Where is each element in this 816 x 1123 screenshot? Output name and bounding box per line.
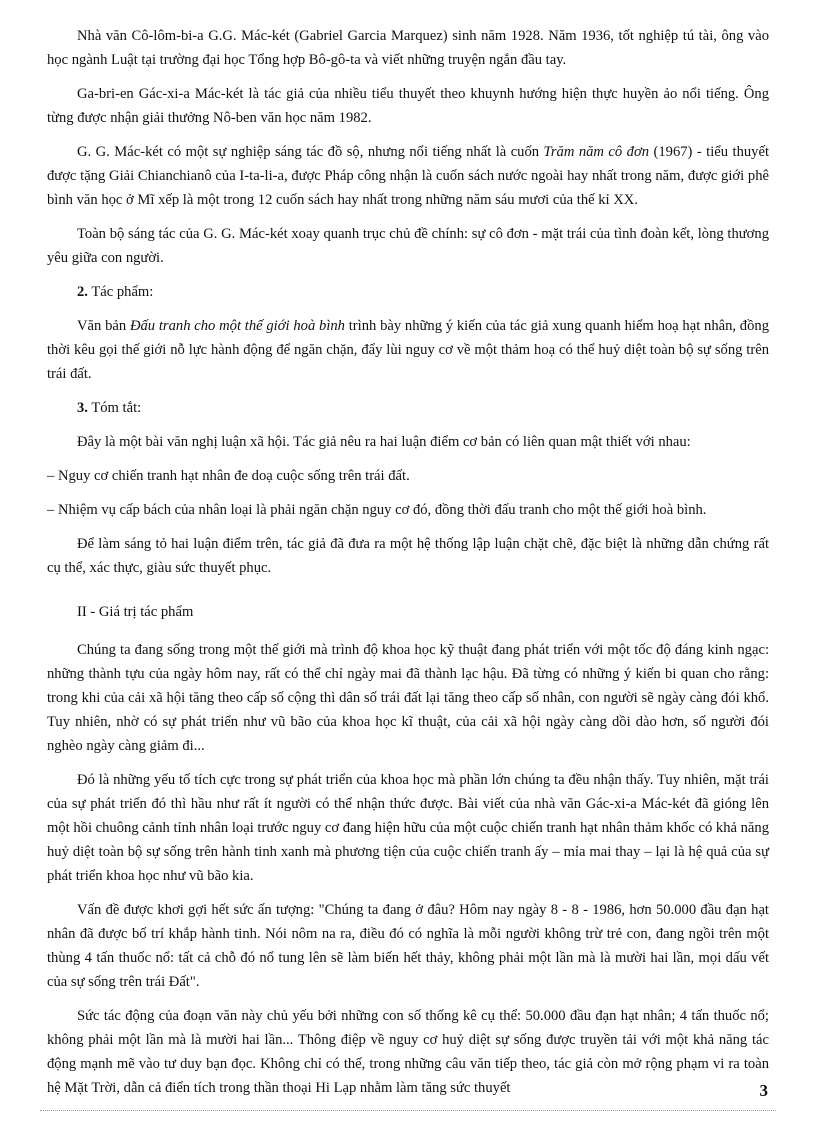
heading-tac-pham xyxy=(47,280,769,304)
paragraph-science-progress: Chúng ta đang sống trong một thế giới mà trình độ khoa học kỹ thuật đang phát triển với một tốc độ đáng kinh ngạc: những thành tựu của ngày hôm nay, rất có thể chỉ ngày mai đã thành lạc hậu. Đã từng có những ý kiến bi quan cho rằng: trong khi của cải xã hội tăng theo cấp số cộng thì dân số trái đất lại tăng theo cấp số nhân, con người sẽ ngày càng đói khổ. Tuy nhiên, nhờ có sự phát triển như vũ bão của khoa học kĩ thuật, của cải xã hội ngày càng dồi dào hơn, số người đói nghèo ngày càng giảm đi... xyxy=(47,642,769,754)
paragraph-author-style: Ga-bri-en Gác-xi-a Mác-két là tác giả của nhiều tiểu thuyết theo khuynh hướng hiện thực huyền ảo nổi tiếng. Ông từng được nhận giải thưởng Nô-ben văn học năm 1982. xyxy=(47,86,769,126)
section-heading-gia-tri: II - Giá trị tác phẩm xyxy=(77,604,194,620)
paragraph-author-bio: Nhà văn Cô-lôm-bi-a G.G. Mác-két (Gabriel Garcia Marquez) sinh năm 1928. Năm 1936, tốt nghiệp tú tài, ông vào học ngành Luật tại trường đại học Tổng hợp Bô-gô-ta và viết những truyện ngắn đầu tay. xyxy=(47,28,769,68)
paragraph-impact: Sức tác động của đoạn văn này chủ yếu bởi những con số thống kê cụ thể: 50.000 đầu đạn hạt nhân; 4 tấn thuốc nổ; không phải một lần mà là mười hai lần... Thông điệp về nguy cơ huỷ diệt sự sống được truyền tải với một khả năng tác động mạnh mẽ vào tư duy bạn đọc. Không chỉ có thế, trong những câu văn tiếp theo, tác giả còn mở rộng phạm vi ra toàn hệ Mặt Trời, dẫn cả điển tích trong thần thoại Hi Lạp nhằm làm tăng sức thuyết xyxy=(47,1008,769,1096)
heading-text-tom-tat: Tóm tắt: xyxy=(87,400,142,416)
heading-number-3: 3. xyxy=(77,400,88,416)
paragraph-dark-side: Đó là những yếu tố tích cực trong sự phát triển của khoa học mà phần lớn chúng ta đều nhận thấy. Tuy nhiên, mặt trái của sự phát triển đó thì hầu như rất ít người có thể nhận thức được. Bài viết của nhà văn Gác-xi-a Mác-két đã gióng lên một hồi chuông cảnh tỉnh nhân loại trước nguy cơ đang hiện hữu của một cuộc chiến tranh hạt nhân thảm khốc có khả năng huỷ diệt toàn bộ sự sống trên hành tinh xanh mà phương tiện của cuộc chiến tranh ấy – mỉa mai thay – lại là hệ quả của sự phát triển khoa học như vũ bão kia. xyxy=(47,772,769,884)
list-item-argument-1: – Nguy cơ chiến tranh hạt nhân đe doạ cuộc sống trên trái đất. xyxy=(47,468,410,484)
paragraph-work-text-a: Văn bản xyxy=(77,318,130,334)
paragraph-work-summary xyxy=(47,314,769,386)
heading-tom-tat xyxy=(47,396,769,420)
work-title: Đấu tranh cho một thế giới hoà bình xyxy=(129,318,345,334)
paragraph-career-text-b: (1967) - tiểu thuyết được tặng Giải Chianchianô của I-ta-li-a, được Pháp công nhận là cuốn sách nước ngoài hay nhất trong năm, được giới phê bình văn học ở Mĩ xếp là một trong 12 cuốn sách hay nhất trong những năm sáu mươi của thế kỉ XX. xyxy=(47,144,769,208)
paragraph-work-text-b: trình bày những ý kiến của tác giả xung quanh hiểm hoạ hạt nhân, đồng thời kêu gọi thế giới nỗ lực hành động để ngăn chặn, đẩy lùi nguy cơ về một thảm hoạ có thể huỷ diệt toàn bộ sự sống trên trái đất. xyxy=(47,318,769,382)
paragraph-argument-method: Để làm sáng tỏ hai luận điểm trên, tác giả đã đưa ra một hệ thống lập luận chặt chẽ, đặc biệt là những dẫn chứng rất cụ thể, xác thực, giàu sức thuyết phục. xyxy=(47,536,769,576)
heading-number-2: 2. xyxy=(77,284,88,300)
heading-text-tac-pham: Tác phẩm: xyxy=(87,284,154,300)
document-body xyxy=(47,24,769,1110)
paragraph-quote: Vấn đề được khơi gợi hết sức ấn tượng: "Chúng ta đang ở đâu? Hôm nay ngày 8 - 8 - 1986, hơn 50.000 đầu đạn hạt nhân đã được bố trí khắp hành tinh. Nói nôm na ra, điều đó có nghĩa là mỗi người không trừ trẻ con, đang ngồi trên một thùng 4 tấn thuốc nổ: tất cả chỗ đó nổ tung lên sẽ làm biến hết thảy, không phải một lần mà là mười hai lần, mọi dấu vết của sự sống trên trái Đất". xyxy=(47,902,769,990)
paragraph-essay-type: Đây là một bài văn nghị luận xã hội. Tác giả nêu ra hai luận điểm cơ bản có liên quan mật thiết với nhau: xyxy=(77,434,691,450)
book-title-tram-nam-co-don: Trăm năm cô đơn xyxy=(543,144,650,160)
paragraph-career-text-a: G. G. Mác-két có một sự nghiệp sáng tác đồ sộ, nhưng nổi tiếng nhất là cuốn xyxy=(77,144,544,160)
list-item-argument-2: – Nhiệm vụ cấp bách của nhân loại là phải ngăn chặn nguy cơ đó, đồng thời đấu tranh cho một thế giới hoà bình. xyxy=(47,502,707,518)
paragraph-author-theme: Toàn bộ sáng tác của G. G. Mác-két xoay quanh trục chủ đề chính: sự cô đơn - mặt trái của tình đoàn kết, lòng thương yêu giữa con người. xyxy=(47,226,769,266)
bottom-divider xyxy=(40,1110,776,1111)
paragraph-author-career xyxy=(47,140,769,212)
page-number: 3 xyxy=(759,1081,768,1100)
